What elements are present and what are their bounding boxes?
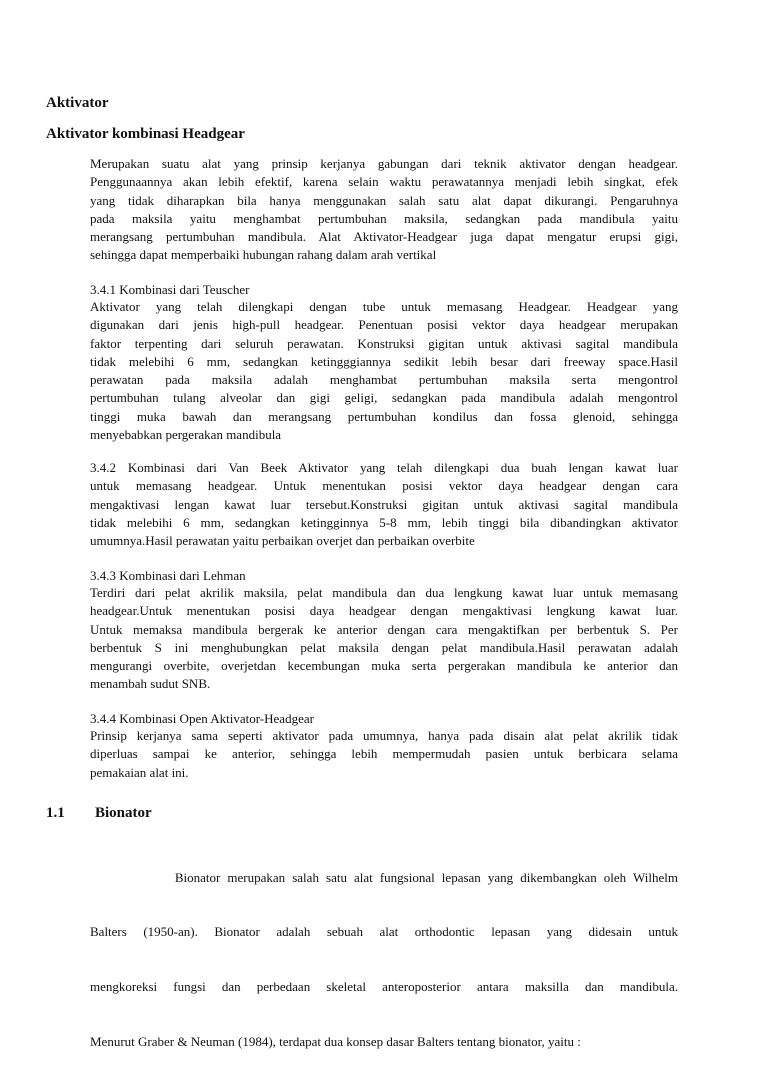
intro-line: sehingga dapat memperbaiki hubungan rahang dalam arah vertikal xyxy=(90,247,437,263)
paragraph-line: Balters (1950-an). Bionator adalah sebuah alat orthodontic lepasan yang didesain untuk xyxy=(90,924,678,940)
paragraph-line: Bionator merupakan salah satu alat fungsional lepasan yang dikembangkan oleh Wilhelm xyxy=(90,869,678,885)
paragraph-line: pertumbuhan tulang alveolar dan gigi geligi, sedangkan pada mandibula adalah mengontrol xyxy=(90,390,678,406)
paragraph-line: 3.4.2 Kombinasi dari Van Beek Aktivator yang telah dilengkapi dua buah lengan kawat luar xyxy=(90,460,678,475)
subsection-title-3-4-4: 3.4.4 Kombinasi Open Aktivator-Headgear xyxy=(90,711,314,726)
subsection-title-3-4-3: 3.4.3 Kombinasi dari Lehman xyxy=(90,568,246,583)
paragraph-line: tinggi muka bawah dan merangsang pertumbuhan kondilus dan fossa glenoid, sehingga xyxy=(90,408,678,424)
intro-line: merangsang pertumbuhan mandibula. Alat Aktivator-Headgear juga dapat mengatur erupsi gigi, xyxy=(90,229,678,245)
subsection-title-3-4-1: 3.4.1 Kombinasi dari Teuscher xyxy=(90,282,250,297)
paragraph-line: Untuk memaksa mandibula bergerak ke anterior dengan cara mengaktifkan per berbentuk S. Per xyxy=(90,621,678,637)
paragraph-line: mengkoreksi fungsi dan perbedaan skeletal anteroposterior antara maksilla dan mandibula. xyxy=(90,979,678,995)
intro-line: pada maksila yaitu menghambat pertumbuhan maksila, sedangkan pada mandibula yaitu xyxy=(90,210,678,226)
paragraph-line: menyebabkan pergerakan mandibula xyxy=(90,427,282,443)
paragraph-line: menambah sudut SNB. xyxy=(90,676,211,692)
intro-line: yang tidak diharapkan bila hanya menggunakan salah satu alat dapat dikurangi. Pengaruhnya xyxy=(90,192,678,208)
paragraph-line: headgear.Untuk menentukan posisi daya headgear dengan mengaktivasi lengkung kawat luar. xyxy=(90,603,678,619)
paragraph-3-4-3 xyxy=(90,584,678,694)
heading-aktivator: Aktivator xyxy=(46,95,109,111)
paragraph-line: berbentuk S ini menghubungkan pelat maksila dengan pelat mandibula.Hasil perawatan adalah xyxy=(90,639,678,655)
intro-paragraph xyxy=(90,155,678,265)
paragraph-line: diperluas sampai ke anterior, sehingga lebih mempermudah pasien untuk berbicara selama xyxy=(90,746,678,762)
heading-aktivator-kombinasi-headgear: Aktivator kombinasi Headgear xyxy=(46,126,245,142)
section-number: 1.1 xyxy=(46,805,65,821)
paragraph-line: untuk memasang headgear. Untuk menentukan posisi vektor daya headgear dengan cara xyxy=(90,478,678,494)
paragraph-3-4-1 xyxy=(90,298,678,444)
intro-line: Merupakan suatu alat yang prinsip kerjanya gabungan dari teknik aktivator dengan headgear. xyxy=(90,156,678,171)
paragraph-line: faktor terpenting dari seluruh perawatan. Konstruksi gigitan untuk aktivasi sagital mandibula xyxy=(90,335,678,351)
section-title-bionator: Bionator xyxy=(95,805,152,821)
intro-line: Penggunaannya akan lebih efektif, karena selain waktu perawatannya menjadi lebih singkat, efek xyxy=(90,174,678,190)
paragraph-3-4-2 xyxy=(90,459,678,550)
paragraph-line: Prinsip kerjanya sama seperti aktivator pada umumnya, hanya pada disain alat pelat akrilik tidak xyxy=(90,728,678,743)
paragraph-line: Terdiri dari pelat akrilik maksila, pelat mandibula dan dua lengkung kawat luar untuk memasang xyxy=(90,585,678,600)
paragraph-line: tidak melebihi 6 mm, sedangkan ketingginnya 5-8 mm, lebih tinggi bila dibandingkan aktivator xyxy=(90,514,678,530)
paragraph-3-4-4 xyxy=(90,727,678,782)
paragraph-line: Menurut Graber & Neuman (1984), terdapat dua konsep dasar Balters tentang bionator, yaitu : xyxy=(90,1034,581,1050)
paragraph-line: mengurangi overbite, overjetdan kecembungan muka serta pergerakan mandibula ke anterior dan xyxy=(90,658,678,674)
paragraph-line: tidak melebihi 6 mm, sedangkan ketingggiannya sedikit lebih besar dari freeway space.Hasil xyxy=(90,353,678,369)
paragraph-line: digunakan dari jenis high-pull headgear. Penentuan posisi vektor daya headgear merupakan xyxy=(90,317,678,333)
paragraph-bionator xyxy=(90,832,678,1088)
paragraph-line: mengaktivasi lengan kawat luar tersebut.Konstruksi gigitan untuk aktivasi sagital mandibula xyxy=(90,496,678,512)
paragraph-line: umumnya.Hasil perawatan yaitu perbaikan overjet dan perbaikan overbite xyxy=(90,533,475,549)
paragraph-line: Aktivator yang telah dilengkapi dengan tube untuk memasang Headgear. Headgear yang xyxy=(90,299,678,314)
paragraph-line: pemakaian alat ini. xyxy=(90,764,189,780)
paragraph-line: perawatan pada maksila adalah menghambat pertumbuhan maksila serta mengontrol xyxy=(90,372,678,388)
